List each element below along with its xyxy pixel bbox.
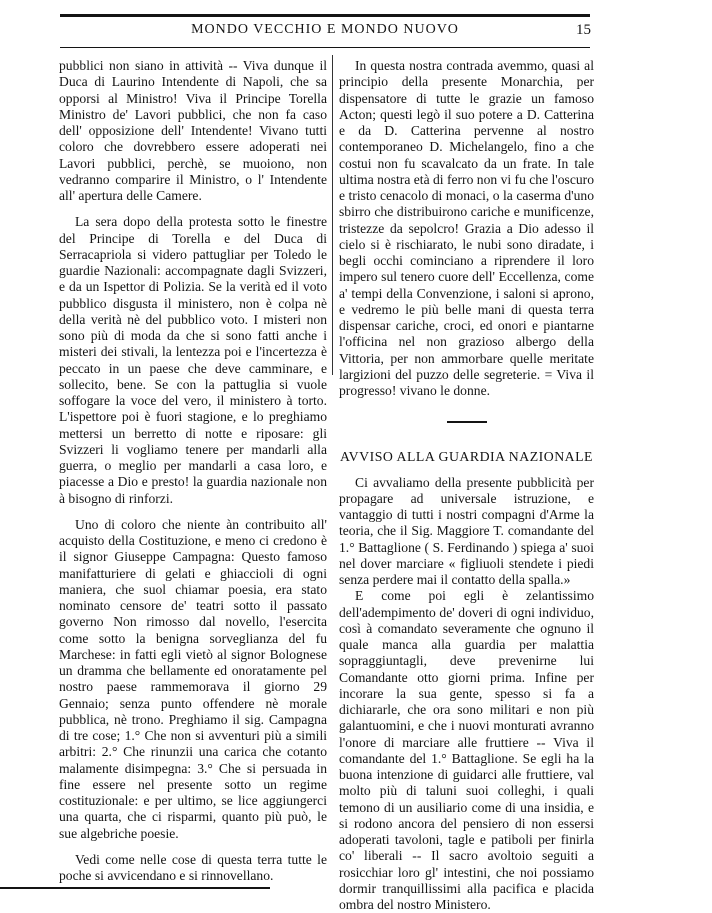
right-paragraph-2: Ci avvaliamo della presente pubblicità per propagare ad universale istruzione, e vantaggio di tutti i nostri compagni d'Arme la teoria, che il Sig. Maggiore T. comandante del 1.° Battaglione ( S. Ferdinando ) spiega a' suoi nel dover marciare « figliuoli stendete i piedi senza perdere mai il contatto della spalla.» [339, 474, 594, 587]
section-separator [447, 421, 487, 423]
right-column [339, 58, 594, 912]
left-column [59, 58, 327, 883]
left-paragraph-1: pubblici non siano in attività -- Viva dunque il Duca di Laurino Intendente di Napoli, che sa opporsi al Ministro! Viva il Principe Torella Ministro de' Lavori pubblici, che non fa caso dell' opposizione dell' Intendente! Vivano tutti coloro che dovrebbero essere adoperati nei Lavori pubblici, perchè, se muoiono, non vedranno comparire il Ministro, o l' Intendente all' apertura delle Camere. [59, 58, 327, 203]
left-paragraph-2: La sera dopo della protesta sotto le finestre del Principe di Torella e del Duca di Serracapriola si videro pattugliar per Toledo le guardie Nazionali: accompagnate dagli Svizzeri, e da un Ispettor di Polizia. Se la verità ed il voto pubblico disgusta il ministero, non è colpa nè della verità nè del pubblico voto. I misteri non sono più di moda da che si sono fatti anche i misteri dei stivali, la lentezza poi e l'incertezza è peccato in un paese che deve camminare, e sollecito, bene. Se con la pattuglia si vuole soffogare la voce del vero, il ministero à torto. L'ispettore poi è fuori stagione, e lo preghiamo mettersi un berretto di notte e riposare: gli Svizzeri li vogliamo tenere per mandarli alla guerra, o meglio per mandarli a casa loro, e piacesse a Dio e presto! la guardia nazionale non à bisogno di rinforzi. [59, 214, 327, 506]
running-title: MONDO VECCHIO E MONDO NUOVO [191, 22, 459, 37]
header-top-rule [60, 14, 590, 17]
page-bottom-rule [0, 887, 270, 889]
left-paragraph-4: Vedi come nelle cose di questa terra tutte le poche si avvicendano e si rinnovellano. [59, 851, 327, 883]
column-divider [332, 55, 333, 375]
section-heading: AVVISO ALLA GUARDIA NAZIONALE [339, 449, 593, 465]
left-paragraph-3: Uno di coloro che niente àn contribuito all' acquisto della Costituzione, e meno ci credono è il signor Giuseppe Campagna: Questo famoso manifatturiere di gelati e ghiaccioli di ogni maniera, che suol chiamar poesia, era stato nominato censore de' teatri sotto il passato governo Non rimosso dal novello, l'esercita come sotto la benigna sorveglianza del fu Marchese: in fatti egli vietò al signor Bolognese un dramma che bellamente ed onoratamente pel nostro paese rammemorava il giorno 29 Gennaio; senza punto offendere nè morale pubblica, nè trono. Preghiamo il sig. Campagna di tre cose; 1.° Che non si avventuri più a simili arbitri: 2.° Che rinunzii una carica che cotanto malamente disimpegna: 3.° Che si persuada in fine essere nel presente sotto un regime costituzionale: e per ultimo, se lice aggiungerci una quarta, che ci risparmi, quanto più può, le sue algebriche poesie. [59, 516, 327, 841]
page-number: 15 [576, 22, 591, 38]
right-paragraph-1: In questa nostra contrada avemmo, quasi al principio della presente Monarchia, per dispensatore di tutte le grazie un famoso Acton; questi legò il suo potere a D. Catterina e da D. Catterina pervenne al nostro contemporaneo D. Michelangelo, fino a che costui non fu scavalcato da un frate. In tale ultima nostra età di ferro non vi fu che l'oscuro e tristo cenacolo di monaci, o la caserma d'uno sbirro che distribuirono cariche e munificenze, tristezze da sepolcro! Grazia a Dio adesso il cielo si è rischiarato, le nubi sono diradate, i begli occhi cominciano a riprendere il loro impero sul tenero cuore dell' Eccellenza, come a' tempi della Convenzione, i saloni si aprono, e vedremo le più belle mani di questa terra dispensar cariche, croci, ed onori e piantarne l'officina nel non grazioso albergo della Vittoria, per non ammorbare quelle meritate largizioni del puzzo delle segreterie. = Viva il progresso! vivano le donne. [339, 58, 594, 398]
right-paragraph-3: E come poi egli è zelantissimo dell'adempimento de' doveri di ogni individuo, così à comandato severamente che ognuno il quale manca alla guardia per malattia sopraggiuntagli, deve prevenirne lui Comandante otto giorni prima. Infine per incorare la sua gente, spesso si fa a dichiararle, che ora sono militari e non più galantuomini, e che i nuovi monturati avranno l'onore di marciare alle fruttiere -- Viva il comandante del 1.° Battaglione. Se egli ha la buona intenzione di guidarci alle fruttiere, val molto più di taluni suoi colleghi, i quali temono di un ausiliario come di una insidia, e si rodono ancora del pensiero di non essersi adoperati tavoloni, tagle e patiboli per finirla co' liberali -- Il sacro avoltoio seguiti a rosicchiar loro gl' intestini, che noi possiamo dormir tranquillissimi alla pacifica e placida ombra del nostro Ministero. [339, 588, 594, 912]
header-bottom-rule [60, 47, 590, 48]
